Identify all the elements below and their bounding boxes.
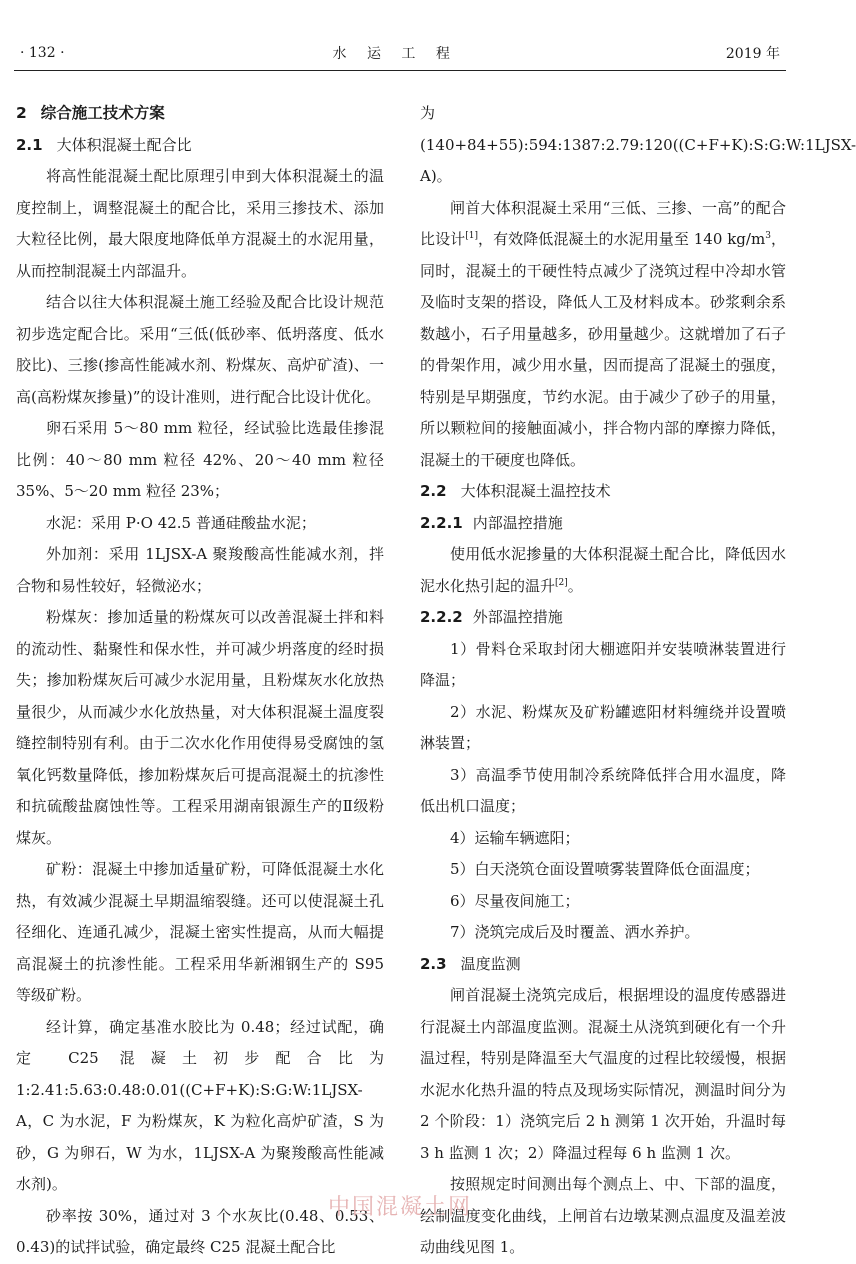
paragraph: 粉煤灰：掺加适量的粉煤灰可以改善混凝土拌和料的流动性、黏聚性和保水性，并可减少坍落度的经时损失；掺加粉煤灰后可减少水泥用量，且粉煤灰水化放热量很少，从而减少水化放热量，对大体积混凝土温度裂缝控制特别有利。由于二次水化作用使得易受腐蚀的氢氧化钙数量降低，掺加粉煤灰后可提高混凝土的抗渗性和抗硫酸盐腐蚀性等。工程采用湖南银源生产的Ⅱ级粉煤灰。: [16, 608, 384, 847]
subsection-heading: 2.3 温度监测: [420, 954, 521, 973]
section-heading: 2 综合施工技术方案: [16, 104, 165, 122]
paragraph: 经计算，确定基准水胶比为 0.48；经过试配，确定 C25 混凝土初步配合比为 1:2.41:5.63:0.48:0.01((C+F+K):S:G:W:1LJSX-A，C 为水泥，F 为粉煤灰，K 为粒化高炉矿渣，S 为砂，G 为卵石，W 为水，1LJSX-A 为聚羧酸高性能减水剂)。: [16, 1017, 384, 1193]
subsubsection-heading: 2.2.2 外部温控措施: [420, 608, 563, 626]
list-item: 1）骨料仓采取封闭大棚遮阳并安装喷淋装置进行降温；: [420, 639, 786, 689]
list-item: 6）尽量夜间施工；: [450, 891, 580, 910]
paragraph: 卵石采用 5～80 mm 粒径，经试验比选最佳掺混比例：40～80 mm 粒径 42%、20～40 mm 粒径 35%、5～20 mm 粒径 23%；: [16, 419, 384, 500]
list-item: 5）白天浇筑仓面设置喷雾装置降低仓面温度；: [450, 860, 760, 878]
paragraph: 使用低水泥掺量的大体积混凝土配合比，降低因水泥水化热引起的温升[2]。: [420, 545, 786, 595]
paragraph-continuation: 为(140+84+55):594:1387:2.79:120((C+F+K):S:G:W:1LJSX-A)。: [420, 104, 856, 185]
paragraph: 水泥：采用 P·O 42.5 普通硅酸盐水泥；: [46, 513, 316, 532]
paragraph: 将高性能混凝土配比原理引申到大体积混凝土的温度控制上，调整混凝土的配合比，采用三掺技术、添加大粒径比例，最大限度地降低单方混凝土的水泥用量，从而控制混凝土内部温升。: [16, 167, 384, 280]
citation-ref[interactable]: [2]: [555, 577, 568, 588]
page-header: [20, 38, 780, 68]
left-column: [16, 98, 384, 1264]
paragraph: 外加剂：采用 1LJSX-A 聚羧酸高性能减水剂，拌合物和易性较好，轻微泌水；: [16, 545, 384, 595]
watermark-text: 中国混凝土网: [328, 1195, 473, 1220]
subsection-heading: 2.2 大体积混凝土温控技术: [420, 482, 611, 500]
list-item: 7）浇筑完成后及时覆盖、洒水养护。: [450, 923, 700, 941]
paragraph: 砂率按 30%，通过对 3 个水灰比(0.48、0.53、0.43)的试拌试验，确定最终 C25 混凝土配合比: [16, 1206, 384, 1256]
paragraph: 按照规定时间测出每个测点上、中、下部的温度，绘制温度变化曲线，上闸首右边墩某测点温度及温差波动曲线见图 1。: [420, 1175, 786, 1256]
paragraph: 结合以往大体积混凝土施工经验及配合比设计规范初步选定配合比。采用“三低(低砂率、低坍落度、低水胶比)、三掺(掺高性能减水剂、粉煤灰、高炉矿渣)、一高(高粉煤灰掺量)”的设计准则，进行配合比设计优化。: [16, 293, 384, 406]
paragraph: 闸首混凝土浇筑完成后，根据埋设的温度传感器进行混凝土内部温度监测。混凝土从浇筑到硬化有一个升温过程，特别是降温至大气温度的过程比较缓慢，根据水泥水化热升温的特点及现场实际情况，测温时间分为 2 个阶段：1）浇筑完后 2 h 测第 1 次开始，升温时每 3 h 监测 1 次；2）降温过程每 6 h 监测 1 次。: [420, 986, 786, 1162]
citation-ref[interactable]: [1]: [465, 231, 478, 241]
right-column: [420, 98, 856, 1264]
page-number: · 132 ·: [20, 45, 65, 61]
paragraph: 闸首大体积混凝土采用“三低、三掺、一高”的配合比设计[1]，有效降低混凝土的水泥用量至 140 $kg/m^3$，同时，混凝土的干硬性特点减少了浇筑过程中冷却水管及临时支架的搭设，降低人工及材料成本。砂浆剩余系数越小，石子用量越多，砂用量越少。这就增加了石子的骨架作用，减少用水量，因而提高了混凝土的强度，特别是早期强度，节约水泥。由于减少了砂子的用量，所以颗粒间的接触面减小，拌合物内部的摩擦力降低，混凝土的干硬度也降低。: [420, 198, 786, 469]
header-rule: [14, 70, 786, 71]
subsection-heading: 2.1 大体积混凝土配合比: [16, 135, 192, 154]
list-item: 2）水泥、粉煤灰及矿粉罐遮阳材料缠绕并设置喷淋装置；: [420, 702, 786, 752]
paragraph: 矿粉：混凝土中掺加适量矿粉，可降低混凝土水化热，有效减少混凝土早期温缩裂缝。还可以使混凝土孔径细化、连通孔减少，混凝土密实性提高，从而大幅提高混凝土的抗渗性能。工程采用华新湘钢生产的 S95 等级矿粉。: [16, 860, 384, 1004]
issue-year: 2019 年: [725, 46, 780, 62]
list-item: 3）高温季节使用制冷系统降低拌合用水温度，降低出机口温度；: [420, 765, 786, 815]
journal-name: 水 运 工 程: [332, 46, 458, 62]
list-item: 4）运输车辆遮阳；: [450, 828, 580, 847]
subsubsection-heading: 2.2.1 内部温控措施: [420, 513, 563, 532]
